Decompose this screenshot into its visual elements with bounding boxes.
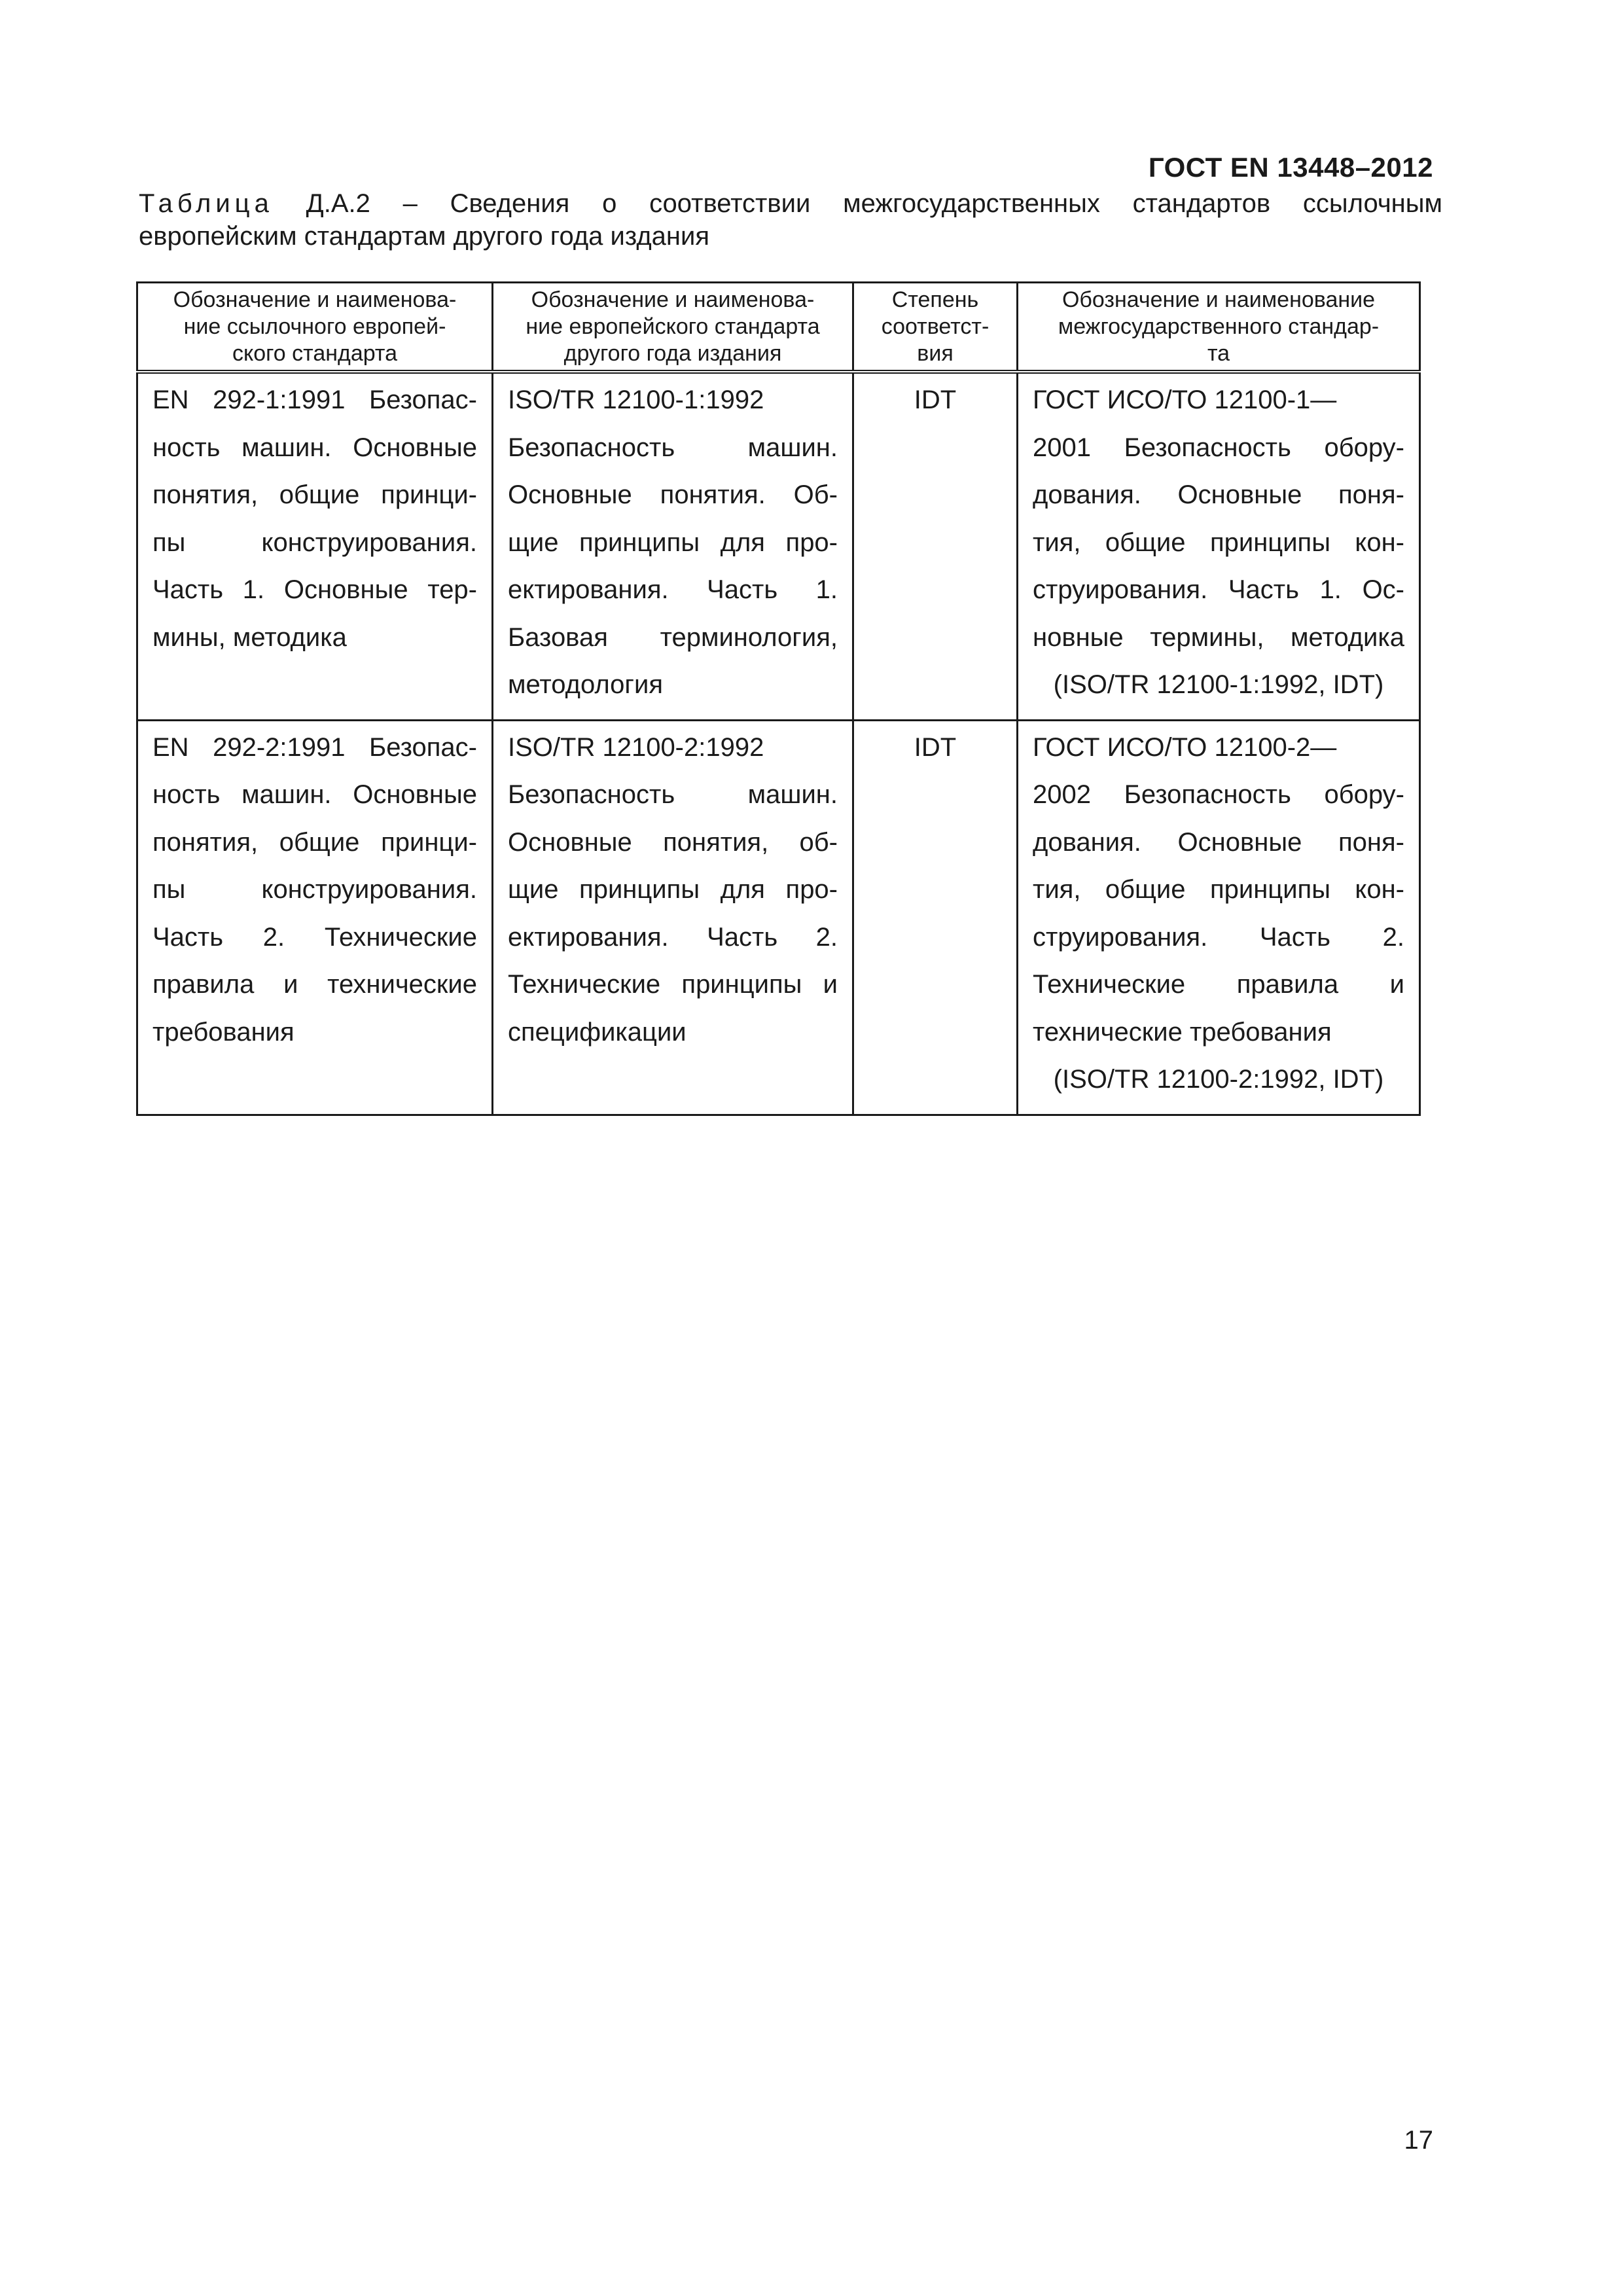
header-text: Степень — [891, 287, 979, 312]
cell-line: Технические принципы и — [508, 970, 838, 999]
cell-line: щие принципы для про- — [508, 528, 838, 557]
cell-line: правила и технические — [152, 970, 477, 999]
cell-line: методология — [508, 670, 663, 699]
caption-line-1 — [139, 187, 1442, 220]
header-text: ние европейского стандарта — [526, 314, 820, 339]
header-text: вия — [917, 340, 954, 366]
cell-line: EN 292-1:1991 Безопас- — [152, 386, 477, 414]
cell-line: дования. Основные поня- — [1033, 480, 1404, 509]
cell-ref-standard — [137, 372, 493, 720]
correspondence-table — [136, 281, 1421, 1116]
header-european-standard — [493, 283, 853, 372]
table-header-row — [137, 283, 1420, 372]
header-text: Обозначение и наименова- — [173, 287, 457, 312]
header-degree — [853, 283, 1018, 372]
cell-line: ISO/TR 12100-2:1992 — [508, 732, 764, 762]
cell-line: мины, методика — [152, 622, 347, 652]
cell-interstate-standard — [1018, 720, 1420, 1115]
cell-line: ектирования. Часть 2. — [508, 922, 838, 952]
cell-line: Часть 2. Технические — [152, 922, 477, 952]
cell-line: 2002 Безопасность обору- — [1033, 780, 1404, 809]
cell-line: понятия, общие принци- — [152, 480, 477, 509]
header-interstate-standard — [1018, 283, 1420, 372]
cell-line: дования. Основные поня- — [1033, 827, 1404, 857]
table-row — [137, 372, 1420, 720]
standard-code-header: ГОСТ EN 13448–2012 — [1148, 152, 1433, 183]
cell-degree: IDT — [853, 720, 1018, 1115]
cell-line: Основные понятия, об- — [508, 827, 838, 857]
cell-line: ГОСТ ИСО/ТО 12100-1— — [1033, 386, 1337, 414]
cell-line: ектирования. Часть 1. — [508, 575, 838, 604]
cell-line: EN 292-2:1991 Безопас- — [152, 732, 477, 762]
cell-line: пы конструирования. — [152, 875, 477, 904]
cell-line: (ISO/TR 12100-1:1992, IDT) — [1053, 670, 1384, 699]
cell-line: Базовая терминология, — [508, 622, 838, 652]
cell-line: струирования. Часть 2. — [1033, 922, 1404, 952]
header-text: другого года издания — [563, 340, 782, 366]
cell-line: щие принципы для про- — [508, 875, 838, 904]
cell-ref-standard — [137, 720, 493, 1115]
header-text: соответст- — [881, 314, 990, 339]
header-text: Обозначение и наименование — [1061, 287, 1376, 312]
cell-line: технические требования — [1033, 1017, 1332, 1047]
cell-line: (ISO/TR 12100-2:1992, IDT) — [1053, 1065, 1384, 1094]
cell-line: требования — [152, 1017, 294, 1047]
caption-label: Таблица — [139, 189, 274, 218]
cell-line: Безопасность машин. — [508, 433, 838, 462]
cell-line: ГОСТ ИСО/ТО 12100-2— — [1033, 732, 1337, 762]
caption-line-2: европейским стандартам другого года издания — [139, 222, 710, 251]
cell-european-standard — [493, 372, 853, 720]
caption-title: Д.А.2 – Сведения о соответствии межгосударственных стандартов ссылочным — [306, 189, 1442, 218]
cell-line: пы конструирования. — [152, 528, 477, 557]
cell-line: ность машин. Основные — [152, 780, 477, 809]
cell-line: Основные понятия. Об- — [508, 480, 838, 509]
header-text: ского стандарта — [232, 340, 398, 366]
header-text: межгосударственного стандар- — [1058, 314, 1380, 339]
cell-line: Технические правила и — [1033, 970, 1404, 999]
cell-line: 2001 Безопасность обору- — [1033, 433, 1404, 462]
page-number: 17 — [1404, 2126, 1433, 2155]
cell-line: новные термины, методика — [1033, 622, 1404, 652]
cell-european-standard — [493, 720, 853, 1115]
cell-line: струирования. Часть 1. Ос- — [1033, 575, 1404, 604]
header-text: та — [1207, 340, 1230, 366]
cell-line: тия, общие принципы кон- — [1033, 528, 1404, 557]
cell-degree: IDT — [853, 372, 1018, 720]
table-row — [137, 720, 1420, 1115]
cell-line: понятия, общие принци- — [152, 827, 477, 857]
header-text: Обозначение и наименова- — [531, 287, 815, 312]
cell-line: Безопасность машин. — [508, 780, 838, 809]
header-text: ние ссылочного европей- — [183, 314, 446, 339]
cell-line: Часть 1. Основные тер- — [152, 575, 477, 604]
cell-line: ность машин. Основные — [152, 433, 477, 462]
cell-line: тия, общие принципы кон- — [1033, 875, 1404, 904]
cell-line: спецификации — [508, 1017, 687, 1047]
cell-line: ISO/TR 12100-1:1992 — [508, 386, 764, 414]
cell-interstate-standard — [1018, 372, 1420, 720]
table-caption — [139, 187, 1442, 253]
header-ref-standard — [137, 283, 493, 372]
